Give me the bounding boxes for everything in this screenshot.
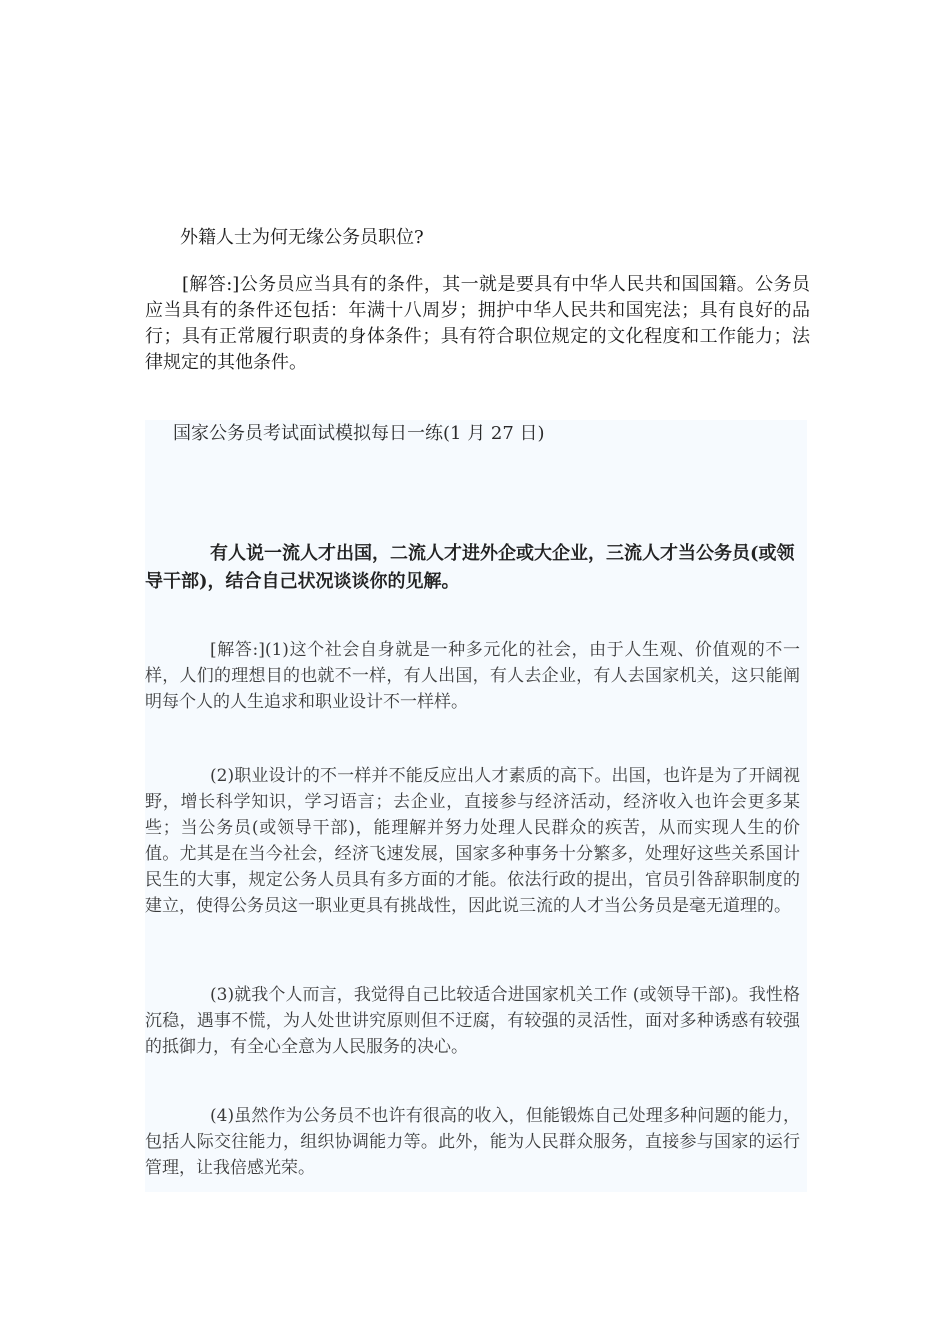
practice-section-title: 国家公务员考试面试模拟每日一练(1 月 27 日) — [173, 423, 545, 444]
answer-point-4: (4)虽然作为公务员不也许有很高的收入，但能锻炼自己处理多种问题的能力，包括人际交往能力，组织协调能力等。此外，能为人民群众服务，直接参与国家的运行管理，让我倍感光荣。 — [145, 1106, 800, 1178]
answer-point-1: [解答:](1)这个社会自身就是一种多元化的社会，由于人生观、价值观的不一样，人们的理想目的也就不一样，有人出国，有人去企业，有人去国家机关，这只能阐明每个人的人生追求和职业设计不一样样。 — [145, 640, 800, 712]
practice-question: 有人说一流人才出国，二流人才进外企或大企业，三流人才当公务员(或领导干部)，结合自己状况谈谈你的见解。 — [145, 543, 795, 592]
answer-paragraph: [解答:]公务员应当具有的条件，其一就是要具有中华人民共和国国籍。公务员应当具有的条件还包括：年满十八周岁；拥护中华人民共和国宪法；具有良好的品行；具有正常履行职责的身体条件；具有符合职位规定的文化程度和工作能力；法律规定的其他条件。 — [145, 274, 810, 373]
question-title: 外籍人士为何无缘公务员职位? — [180, 227, 424, 248]
answer-point-3: (3)就我个人而言，我觉得自己比较适合进国家机关工作 (或领导干部)。我性格沉稳，遇事不慌，为人处世讲究原则但不迂腐，有较强的灵活性，面对多种诱惑有较强的抵御力，有全心全意为人民服务的决心。 — [145, 985, 800, 1057]
answer-point-2: (2)职业设计的不一样并不能反应出人才素质的高下。出国，也许是为了开阔视野，增长科学知识，学习语言；去企业，直接参与经济活动，经济收入也许会更多某些；当公务员(或领导干部)，能理解并努力处理人民群众的疾苦，从而实现人生的价值。尤其是在当今社会，经济飞速发展，国家多种事务十分繁多，处理好这些关系国计民生的大事，规定公务人员具有多方面的才能。依法行政的提出，官员引咎辞职制度的建立，使得公务员这一职业更具有挑战性，因此说三流的人才当公务员是毫无道理的。 — [145, 766, 800, 916]
